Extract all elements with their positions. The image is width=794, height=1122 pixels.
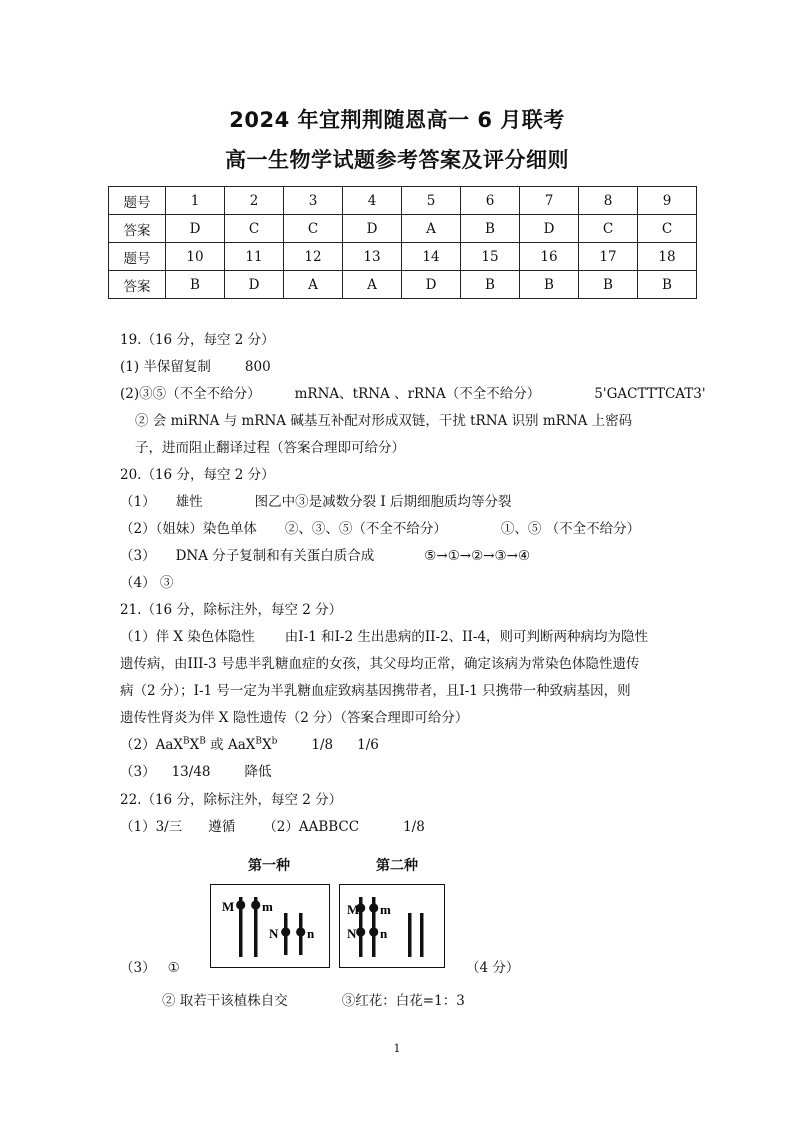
table-cell: 4	[343, 187, 402, 215]
q22-answer-3c: ② 取若干该植株自交	[162, 993, 288, 1009]
q22-answer-1c: （2）AABBCC	[263, 819, 360, 835]
table-cell: 14	[402, 243, 461, 271]
q22-answer-1a: （1）3/三	[120, 819, 183, 835]
q19-line2	[120, 384, 706, 404]
table-cell: B	[638, 271, 697, 299]
q22-answer-3b: ①	[167, 960, 180, 976]
table-cell: A	[284, 271, 343, 299]
page-title: 2024 年宜荆荆随恩高一 6 月联考	[229, 108, 565, 132]
q20-line4: （4） ③	[120, 575, 174, 591]
q20-answer-3a: （3）	[120, 548, 156, 564]
table-row	[109, 215, 697, 243]
table-cell: 18	[638, 243, 697, 271]
q19-heading: 19.（16 分，每空 2 分）	[120, 332, 275, 348]
chromosome-diagram-1	[210, 884, 330, 968]
table-cell: D	[166, 215, 225, 243]
q22-answer-3a: （3）	[120, 960, 156, 976]
q20-line3	[120, 546, 530, 566]
genotype-1: $AaX^BX^B$	[155, 736, 206, 753]
gene-locus-dot	[281, 927, 290, 936]
gene-label-N: N	[347, 926, 357, 941]
q21-answer-2b: 1/8	[311, 737, 334, 753]
table-row	[109, 243, 697, 271]
gene-locus-dot	[369, 903, 378, 912]
q20-answer-1a: （1）	[120, 494, 156, 510]
q19-answer-1b: 800	[244, 359, 271, 375]
q19-answer-2b: mRNA、tRNA 、rRNA（不全不给分）	[294, 386, 541, 402]
q19-answer-2a: (2)③⑤（不全不给分）	[120, 386, 261, 402]
q21-line5	[120, 735, 379, 755]
table-header-cell: 题号	[109, 243, 166, 271]
q21-answer-3b: 13/48	[171, 764, 211, 780]
table-cell: B	[520, 271, 579, 299]
q19-answer-1a: (1) 半保留复制	[120, 359, 211, 375]
q20-answer-3b: DNA 分子复制和有关蛋白质合成	[175, 548, 375, 564]
table-cell: 13	[343, 243, 402, 271]
q21-answer-2-prefix: （2）	[120, 737, 156, 753]
q20-answer-3c: ⑤→①→②→③→④	[424, 548, 531, 564]
table-header-cell: 答案	[109, 271, 166, 299]
table-cell: 10	[166, 243, 225, 271]
q20-answer-2c: ①、⑤ （不全不给分）	[500, 521, 641, 537]
table-cell: 8	[579, 187, 638, 215]
genotype-2: $AaX^BX^b$	[227, 736, 278, 753]
q21-answer-1b: 由I-1 和I-2 生出患病的II-2、II-4，则可判断两种病均为隐性	[284, 629, 648, 645]
gene-locus-dot	[296, 927, 305, 936]
chromosome-bar	[420, 913, 424, 957]
q20-line1	[120, 492, 512, 512]
figure-1-title: 第一种	[248, 858, 290, 874]
table-cell: 12	[284, 243, 343, 271]
q20-answer-1c: 图乙中③是减数分裂 I 后期细胞质均等分裂	[254, 494, 512, 510]
table-cell: 15	[461, 243, 520, 271]
table-cell: D	[225, 271, 284, 299]
table-cell: 3	[284, 187, 343, 215]
gene-locus-dot	[236, 900, 245, 909]
chromosome-figure-1	[211, 885, 329, 967]
chromosome-figure-2	[340, 885, 444, 967]
table-cell: B	[579, 271, 638, 299]
gene-label-m: m	[380, 902, 391, 917]
table-cell: A	[402, 215, 461, 243]
table-cell: 11	[225, 243, 284, 271]
table-cell: 6	[461, 187, 520, 215]
table-cell: 7	[520, 187, 579, 215]
table-cell: B	[461, 215, 520, 243]
table-cell: C	[638, 215, 697, 243]
table-cell: 5	[402, 187, 461, 215]
chromosome-bar	[408, 913, 412, 957]
table-cell: 9	[638, 187, 697, 215]
q21-answer-2c: 1/6	[357, 737, 379, 753]
q21-answer-3c: 降低	[244, 764, 272, 780]
table-cell: 17	[579, 243, 638, 271]
q21-line1	[120, 627, 648, 647]
q22-answer-3d: ③红花：白花=1：3	[341, 993, 465, 1009]
q21-heading: 21.（16 分，除标注外，每空 2 分）	[120, 602, 343, 618]
table-cell: C	[579, 215, 638, 243]
gene-locus-dot	[251, 900, 260, 909]
table-cell: D	[520, 215, 579, 243]
q20-heading: 20.（16 分，每空 2 分）	[120, 467, 275, 483]
gene-label-M: M	[222, 899, 235, 914]
q21-answer-3a: （3）	[120, 764, 156, 780]
q21-line4: 遗传性肾炎为伴 X 隐性遗传（2 分）（答案合理即可给分）	[120, 710, 469, 726]
q19-line1	[120, 357, 271, 377]
q22-line1	[120, 817, 425, 837]
or-text: 或	[205, 737, 228, 753]
table-row	[109, 271, 697, 299]
table-cell: C	[225, 215, 284, 243]
table-cell: C	[284, 215, 343, 243]
gene-label-M: M	[347, 902, 360, 917]
gene-label-n: n	[380, 926, 388, 941]
q21-line6	[120, 762, 272, 782]
table-row	[109, 187, 697, 215]
gene-locus-dot	[369, 927, 378, 936]
answer-table	[108, 186, 697, 299]
q21-line2: 遗传病，由III-3 号患半乳糖血症的女孩，其父母均正常，确定该病为常染色体隐性遗传	[120, 656, 640, 672]
table-cell: 16	[520, 243, 579, 271]
q20-answer-2b: ②、③、⑤（不全不给分）	[284, 521, 447, 537]
q22-answer-1b: 遵循	[208, 819, 236, 835]
table-cell: A	[343, 271, 402, 299]
q20-answer-2a: （2）（姐妹）染色单体	[120, 521, 257, 537]
q22-heading: 22.（16 分，除标注外，每空 2 分）	[120, 792, 343, 808]
figure-2-title: 第二种	[376, 858, 418, 874]
table-cell: B	[461, 271, 520, 299]
q20-answer-1b: 雄性	[175, 494, 203, 510]
q22-score-note: （4 分）	[466, 960, 520, 976]
q20-line2	[120, 519, 640, 539]
q22-line4	[162, 991, 465, 1011]
table-header-cell: 题号	[109, 187, 166, 215]
q19-line4: 子，进而阻止翻译过程（答案合理即可给分）	[135, 440, 405, 456]
q21-answer-1a: （1）伴 X 染色体隐性	[120, 629, 255, 645]
q21-line3: 病（2 分）；I-1 号一定为半乳糖血症致病基因携带者，且I-1 只携带一种致病基因，则	[120, 683, 631, 699]
page-subtitle: 高一生物学试题参考答案及评分细则	[225, 148, 569, 172]
table-cell: D	[343, 215, 402, 243]
table-cell: 1	[166, 187, 225, 215]
q22-line3	[120, 958, 180, 978]
gene-label-n: n	[307, 926, 315, 941]
gene-label-N: N	[269, 926, 279, 941]
table-cell: D	[402, 271, 461, 299]
gene-locus-dot	[356, 927, 365, 936]
table-cell: 2	[225, 187, 284, 215]
q19-answer-2c: 5'GACTTTCAT3'	[594, 386, 706, 402]
page-number: 1	[393, 1042, 401, 1055]
gene-label-m: m	[262, 899, 273, 914]
table-header-cell: 答案	[109, 215, 166, 243]
chromosome-diagram-2	[339, 884, 445, 968]
q22-answer-1d: 1/8	[403, 819, 425, 835]
q19-line3: ② 会 miRNA 与 mRNA 碱基互补配对形成双链，干扰 tRNA 识别 mRNA 上密码	[135, 413, 633, 429]
table-cell: B	[166, 271, 225, 299]
